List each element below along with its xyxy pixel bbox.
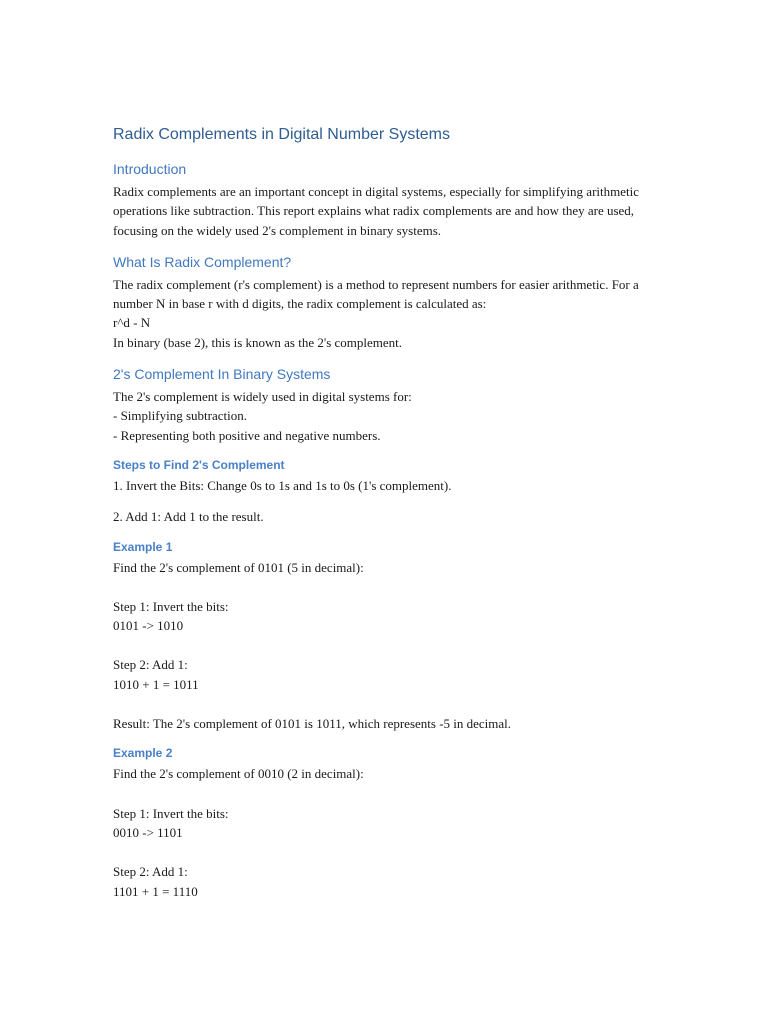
- what-is-paragraph: The radix complement (r's complement) is a method to represent numbers for easier arithmetic. For a number N in base r with d digits, the radix complement is calculated as: r^d - N In binary (base 2), this is known as the 2's complement.: [113, 276, 639, 350]
- spacer: [113, 796, 653, 804]
- example-1-result: Result: The 2's complement of 0101 is 1011, which represents -5 in decimal.: [113, 716, 512, 732]
- spacer: [113, 784, 653, 796]
- steps-step-1: 1. Invert the Bits: Change 0s to 1s and 1s to 0s (1's complement).: [113, 477, 452, 493]
- spacer: [113, 635, 653, 647]
- document-page: [113, 124, 653, 901]
- introduction-paragraph: Radix complements are an important concept in digital systems, especially for simplifying arithmetic operations like subtraction. This report explains what radix complements are and how they are used, focusing on the widely used 2's complement in binary systems.: [113, 184, 640, 238]
- spacer: [113, 842, 653, 854]
- spacer: [113, 445, 653, 457]
- heading-what-is: What Is Radix Complement?: [113, 253, 292, 270]
- spacer: [113, 495, 653, 507]
- spacer: [113, 854, 653, 862]
- spacer: [113, 589, 653, 597]
- spacer: [113, 240, 653, 252]
- spacer: [113, 647, 653, 655]
- spacer: [113, 733, 653, 745]
- spacer: [113, 577, 653, 589]
- heading-steps: Steps to Find 2's Complement: [113, 457, 285, 472]
- steps-step-2: 2. Add 1: Add 1 to the result.: [113, 509, 264, 525]
- heading-twos-complement: 2's Complement In Binary Systems: [113, 366, 331, 383]
- example-1-intro: Find the 2's complement of 0101 (5 in decimal):: [113, 559, 364, 575]
- heading-example-2: Example 2: [113, 746, 173, 761]
- spacer: [113, 527, 653, 539]
- example-1-step-2: Step 2: Add 1: 1010 + 1 = 1011: [113, 657, 199, 692]
- heading-introduction: Introduction: [113, 161, 187, 177]
- spacer: [113, 694, 653, 706]
- heading-example-1: Example 1: [113, 539, 173, 554]
- example-2-step-1: Step 1: Invert the bits: 0010 -> 1101: [113, 805, 229, 840]
- spacer: [113, 706, 653, 714]
- twos-complement-paragraph: The 2's complement is widely used in digital systems for: - Simplifying subtraction. - Representing both positive and negative numbers.: [113, 389, 412, 443]
- example-2-intro: Find the 2's complement of 0010 (2 in decimal):: [113, 766, 364, 782]
- spacer: [113, 352, 653, 364]
- example-2-step-2: Step 2: Add 1: 1101 + 1 = 1110: [113, 864, 198, 899]
- document-title: Radix Complements in Digital Number Systems: [113, 126, 450, 143]
- example-1-step-1: Step 1: Invert the bits: 0101 -> 1010: [113, 598, 229, 634]
